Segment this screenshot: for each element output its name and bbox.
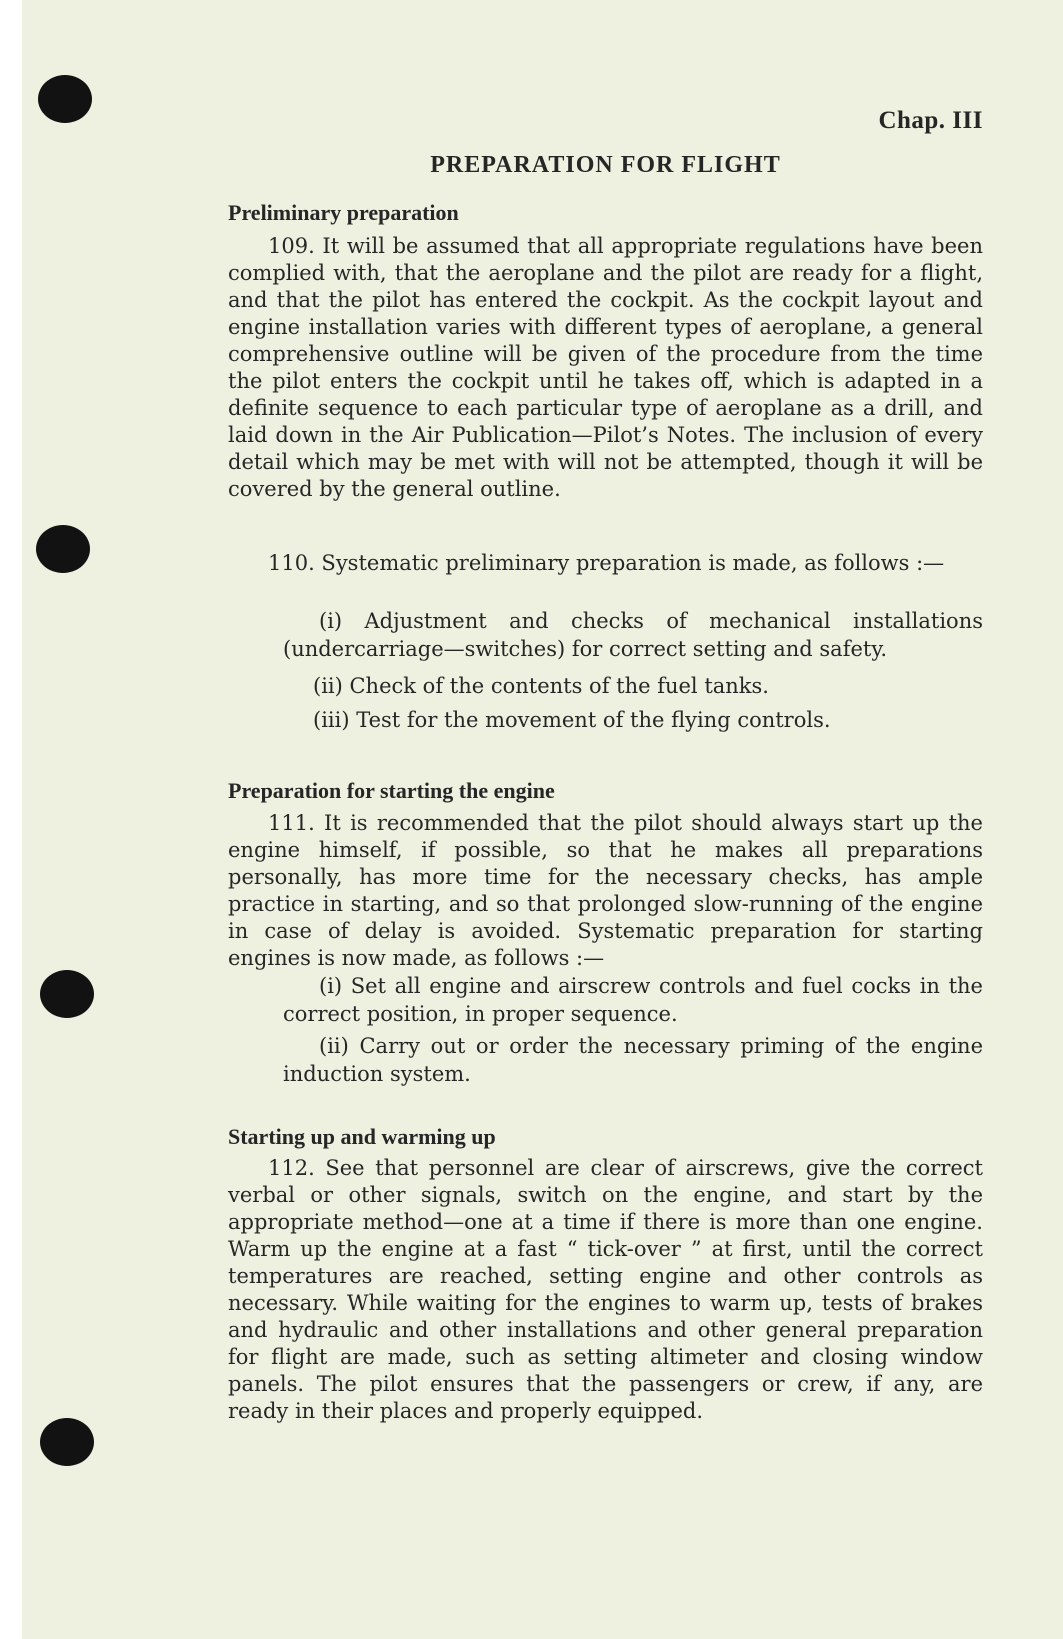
paragraph-110: 110. Systematic preliminary preparation is made, as follows :— [268,551,945,575]
document-page [22,0,1063,1639]
paragraph-109: 109. It will be assumed that all appropriate regulations have been complied with, that the aeroplane and the pilot are ready for a flight, and that the pilot has entered the cockpit. As the cockpit layout and engine installation varies with different types of aeroplane, a general comprehensive outline will be given of the procedure from the time the pilot enters the cockpit until he takes off, which is adapted in a definite sequence to each particular type of aeroplane as a drill, and laid down in the Air Publication—Pilot’s Notes. The inclusion of every detail which may be met with will not be attempted, though it will be covered by the general outline. [228,234,983,501]
binder-hole [40,1418,94,1466]
section-heading: Starting up and warming up [228,1124,496,1149]
list-item: (iii) Test for the movement of the flying controls. [313,708,831,732]
binder-hole [40,970,94,1018]
paragraph-111: 111. It is recommended that the pilot should always start up the engine himself, if possible, so that he makes all preparations personally, has more time for the necessary checks, has ample practice in starting, and so that prolonged slow-running of the engine in case of delay is avoided. Systematic preparation for starting engines is now made, as follows :— [228,811,983,970]
binder-hole [38,75,92,123]
list-item: (ii) Check of the contents of the fuel tanks. [313,674,769,698]
list-item: (i) Adjustment and checks of mechanical installations (undercarriage—switches) for correct setting and safety. [283,609,983,661]
list-item: (ii) Carry out or order the necessary priming of the engine induction system. [283,1034,983,1086]
section-heading: Preparation for starting the engine [228,778,555,803]
list-item: (i) Set all engine and airscrew controls and fuel cocks in the correct position, in proper sequence. [283,974,983,1026]
page-title: PREPARATION FOR FLIGHT [430,152,781,178]
section-heading: Preliminary preparation [228,200,459,225]
binder-hole [36,525,90,573]
chapter-label: Chap. III [878,107,983,134]
paragraph-112: 112. See that personnel are clear of airscrews, give the correct verbal or other signals, switch on the engine, and start by the appropriate method—one at a time if there is more than one engine. Warm up the engine at a fast “ tick-over ” at first, until the correct temperatures are reached, setting engine and other controls as necessary. While waiting for the engines to warm up, tests of brakes and hydraulic and other installations and other general preparation for flight are made, such as setting altimeter and closing window panels. The pilot ensures that the passengers or crew, if any, are ready in their places and properly equipped. [228,1156,983,1423]
